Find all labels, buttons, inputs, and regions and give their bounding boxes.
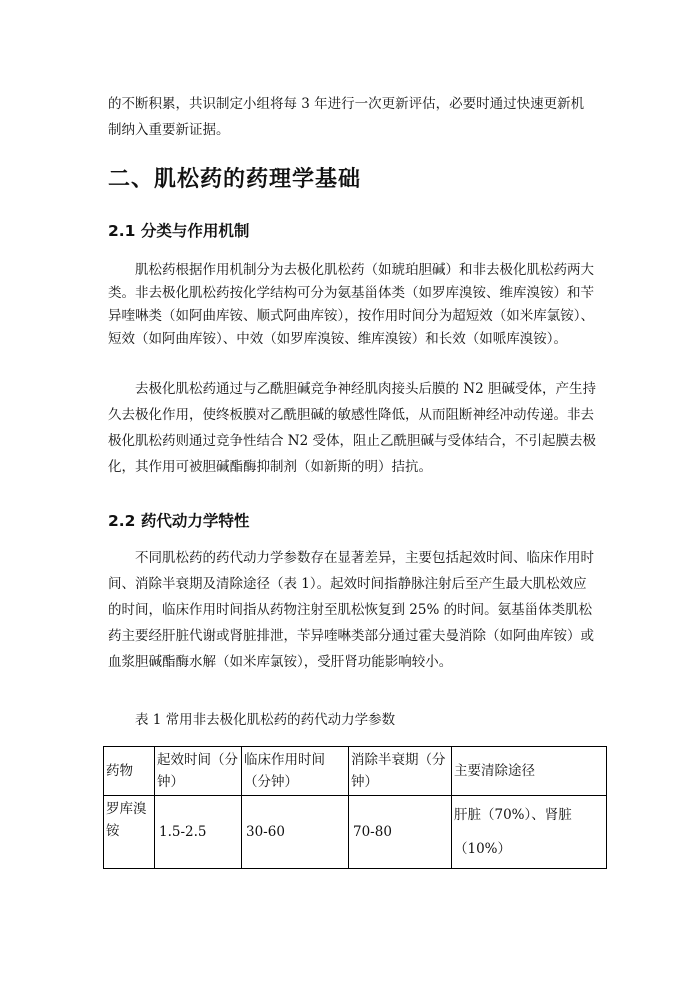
header-clearance: 主要清除途径 xyxy=(452,747,607,796)
table-row xyxy=(104,796,607,869)
cell-duration: 30-60 xyxy=(242,796,349,869)
pk-parameters-table xyxy=(103,746,607,869)
section-title: 二、肌松药的药理学基础 xyxy=(108,167,362,192)
header-duration: 临床作用时间（分钟） xyxy=(242,747,349,796)
cell-onset: 1.5-2.5 xyxy=(155,796,242,869)
intro-paragraph: 的不断积累，共识制定小组将每 3 年进行一次更新评估，必要时通过快速更新机制纳入重要新证据。 xyxy=(108,96,585,138)
cell-clearance: 肝脏（70%）、肾脏（10%） xyxy=(452,796,607,869)
table-caption: 表 1 常用非去极化肌松药的药代动力学参数 xyxy=(135,712,396,728)
subsection-title-2-1: 2.1 分类与作用机制 xyxy=(108,222,250,240)
header-drug: 药物 xyxy=(104,747,155,796)
paragraph-mechanism: 去极化肌松药通过与乙酰胆碱竞争神经肌肉接头后膜的 N2 胆碱受体，产生持久去极化作用，使终板膜对乙酰胆碱的敏感性降低，从而阻断神经冲动传递。非去极化肌松药则通过竞争性结合 N2 受体，阻止乙酰胆碱与受体结合，不引起膜去极化，其作用可被胆碱酯酶抑制剂（如新斯的明）拮抗。 xyxy=(108,381,596,475)
table-header-row xyxy=(104,747,607,796)
header-onset: 起效时间（分钟） xyxy=(155,747,242,796)
subsection-title-2-2: 2.2 药代动力学特性 xyxy=(108,512,250,530)
paragraph-pharmacokinetics: 不同肌松药的药代动力学参数存在显著差异，主要包括起效时间、临床作用时间、消除半衰期及清除途径（表 1）。起效时间指静脉注射后至产生最大肌松效应的时间，临床作用时间指从药物注射至肌松恢复到 25% 的时间。氨基甾体类肌松药主要经肝脏代谢或肾脏排泄，苄异喹啉类部分通过霍夫曼消除（如阿曲库铵）或血浆胆碱酯酶水解（如米库氯铵），受肝肾功能影响较小。 xyxy=(108,550,594,670)
header-half-life: 消除半衰期（分钟） xyxy=(349,747,452,796)
cell-half-life: 70-80 xyxy=(349,796,452,869)
paragraph-classification: 肌松药根据作用机制分为去极化肌松药（如琥珀胆碱）和非去极化肌松药两大类。非去极化肌松药按化学结构可分为氨基甾体类（如罗库溴铵、维库溴铵）和苄异喹啉类（如阿曲库铵、顺式阿曲库铵），按作用时间分为超短效（如米库氯铵）、短效（如阿曲库铵）、中效（如罗库溴铵、维库溴铵）和长效（如哌库溴铵）。 xyxy=(108,262,594,347)
cell-drug: 罗库溴铵 xyxy=(104,796,155,869)
